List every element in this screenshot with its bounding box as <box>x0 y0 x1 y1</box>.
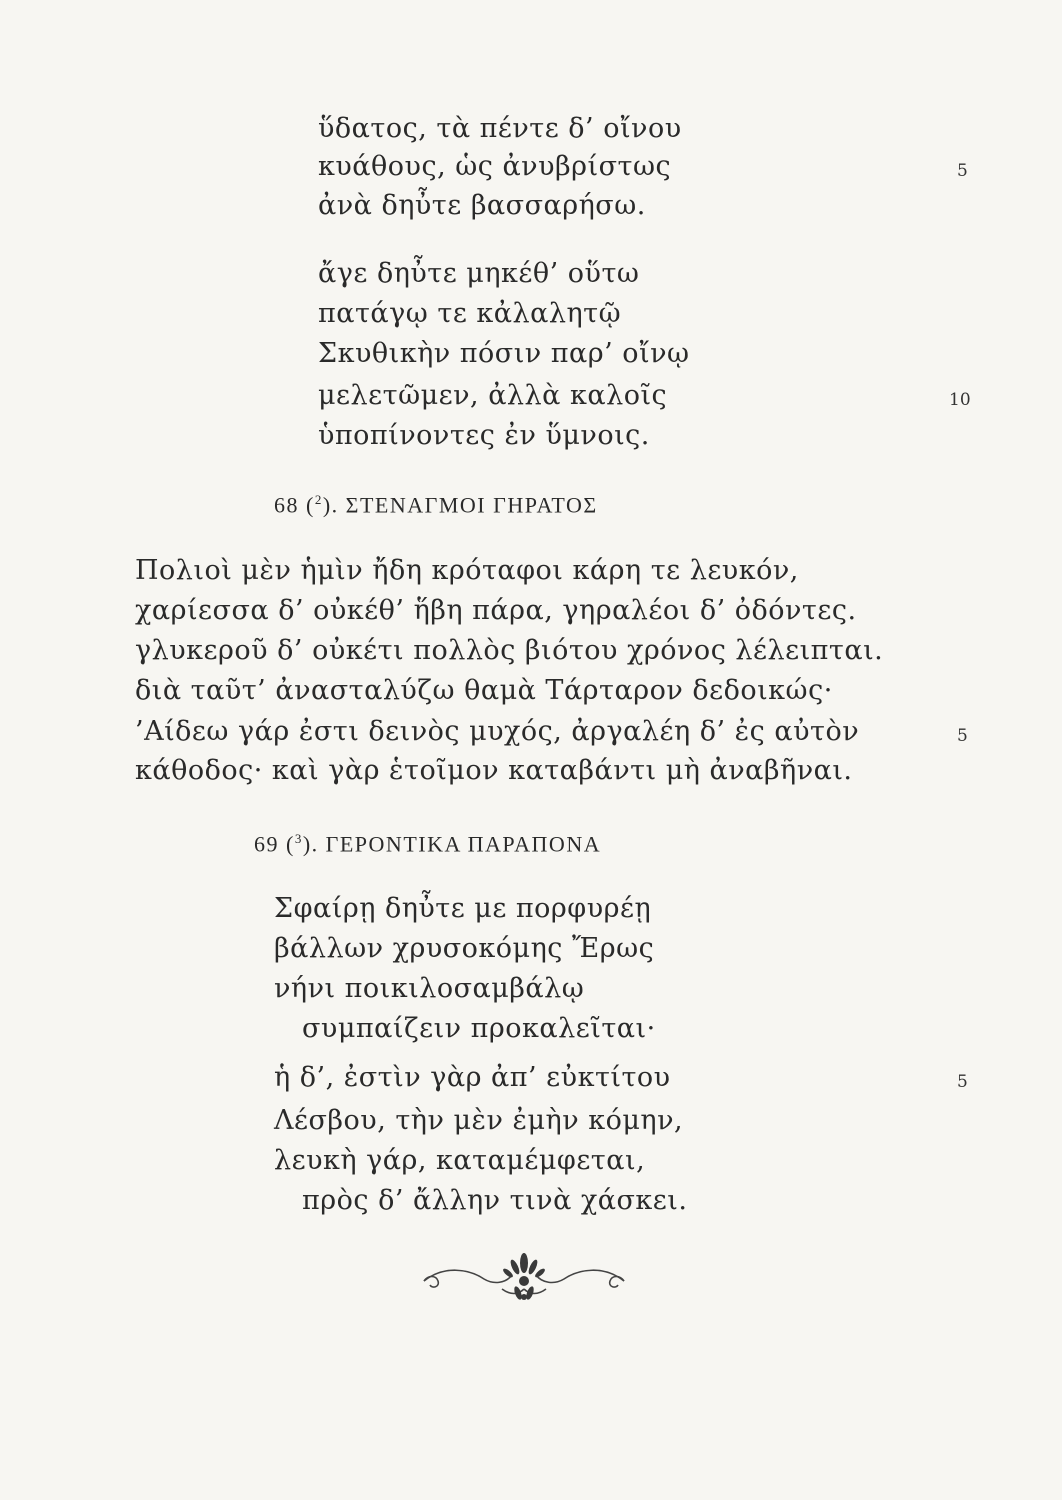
poem3-line-5: ἡ δ’, ἐστὶν γὰρ ἀπ’ εὐκτίτου <box>274 1062 671 1093</box>
poem2-heading-number: 68 ( <box>274 492 315 518</box>
poem2-line-1: Πολιοὶ μὲν ἡμὶν ἤδη κρόταφοι κάρη τε λευκόν, <box>135 555 799 586</box>
poem1-line-number-5: 5 <box>957 161 968 181</box>
poem1-line-number-10: 10 <box>949 390 971 410</box>
poem3-heading-number: 69 ( <box>254 831 295 857</box>
poem2-line-2: χαρίεσσα δ’ οὐκέθ’ ἥβη πάρα, γηραλέοι δ’ ὀδόντες. <box>135 595 857 626</box>
poem3-heading-footnote: 3 <box>294 831 303 846</box>
poem2-line-4: διὰ ταῦτ’ ἀνασταλύζω θαμὰ Τάρταρον δεδοικώς· <box>135 675 833 706</box>
poem2-line-6: κάθοδος· καὶ γὰρ ἑτοῖμον καταβάντι μὴ ἀναβῆναι. <box>135 755 853 786</box>
poem2-line-number-5: 5 <box>957 726 968 746</box>
poem3-line-8: πρὸς δ’ ἄλλην τινὰ χάσκει. <box>302 1185 688 1216</box>
poem3-line-3: νήνι ποικιλοσαμβάλῳ <box>274 973 585 1004</box>
poem1-line-7: μελετῶμεν, ἀλλὰ καλοῖς <box>318 380 668 411</box>
poem1-line-5: πατάγῳ τε κἀλαλητῷ <box>318 298 622 329</box>
poem1-line-4: ἄγε δηὖτε μηκέθ’ οὕτω <box>318 258 640 289</box>
poem2-heading <box>274 493 598 516</box>
tailpiece-ornament <box>414 1245 634 1305</box>
poem1-line-1: ὕδατος, τὰ πέντε δ’ οἴνου <box>318 113 682 144</box>
poem3-line-number-5: 5 <box>957 1072 968 1092</box>
poem3-line-1: Σφαίρῃ δηὖτε με πορφυρέῃ <box>274 893 652 924</box>
poem3-line-6: Λέσβου, τὴν μὲν ἐμὴν κόμην, <box>274 1105 684 1136</box>
poem2-line-3: γλυκεροῦ δ’ οὐκέτι πολλὸς βιότου χρόνος λέλειπται. <box>135 635 884 666</box>
poem3-heading <box>254 832 601 855</box>
poem1-line-8: ὑποπίνοντες ἐν ὕμνοις. <box>318 420 650 451</box>
poem1-line-6: Σκυθικὴν πόσιν παρ’ οἴνῳ <box>318 338 690 369</box>
poem3-line-7: λευκὴ γάρ, καταμέμφεται, <box>274 1145 646 1176</box>
poem1-line-2: κυάθους, ὡς ἀνυβρίστως <box>318 151 672 182</box>
poem3-line-4: συμπαίζειν προκαλεῖται· <box>302 1013 656 1044</box>
poem3-line-2: βάλλων χρυσοκόμης Ἔρως <box>274 933 655 964</box>
poem3-heading-title: ). ΓΕΡΟΝΤΙΚΑ ΠΑΡΑΠΟΝΑ <box>302 831 602 857</box>
poem2-line-5: ’Αίδεω γάρ ἐστι δεινὸς μυχός, ἀργαλέη δ’ ἐς αὐτὸν <box>135 716 860 747</box>
poem2-heading-footnote: 2 <box>314 492 323 507</box>
poem2-heading-title: ). ΣΤΕΝΑΓΜΟΙ ΓΗΡΑΤΟΣ <box>322 492 598 518</box>
poem1-line-3: ἀνὰ δηὖτε βασσαρήσω. <box>318 190 646 221</box>
